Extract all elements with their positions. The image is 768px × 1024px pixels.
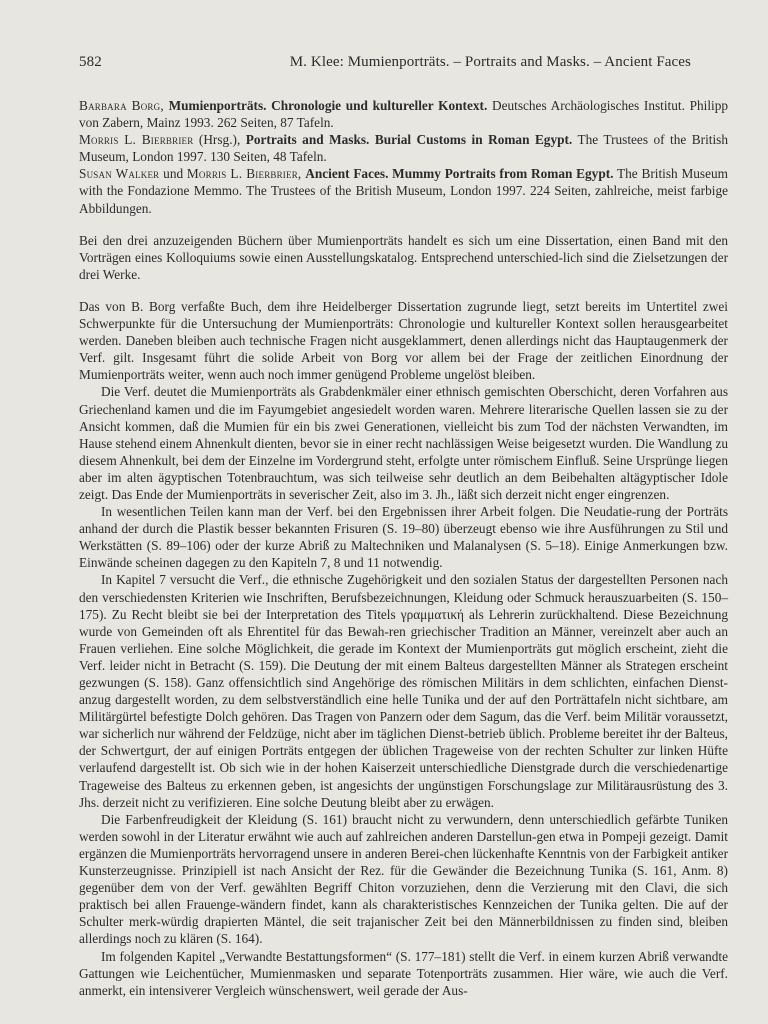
entry-details: The British Museum with the Fondazione Memmo. The Trustees of the British Museum, London 1997. 224 Seiten, zahlreiche, meist farbige Abbildungen. — [79, 166, 728, 216]
body-paragraph: Im folgenden Kapitel „Verwandte Bestattungsformen“ (S. 177–181) stellt die Verf. in einem kurzen Abriß verwandte Gattungen wie Leichentücher, Mumienmasken und separate Totenporträts zusammen. Hier wäre, wie auch die Verf. anmerkt, ein intensiverer Vergleich wünschenswert, weil gerade der Aus- — [79, 948, 728, 998]
body-paragraph: Die Farbenfreudigkeit der Kleidung (S. 161) braucht nicht zu verwundern, denn unterschiedlich gefärbte Tuniken werden sowohl in der Literatur erwähnt wie auch auf zahlreichen anderen Darstellun-gen etwa in Pompeji gezeigt. Damit ergänzen die Mumienporträts hervorragend unsere in anderen Berei-chen lückenhafte Kenntnis von der Farbigkeit antiker Kunsterzeugnisse. Prinzipiell ist nach Ansicht der Rez. für die Gewänder die Bezeichnung Tunika (S. 161, Anm. 8) gegenüber dem von der Verf. gewählten Begriff Chiton vorzuziehen, denn die Verzierung mit den Clavi, die sich praktisch bei allen Frauenge-wändern findet, kann als charakteristisches Kennzeichen der Tunika gelten. Die auf der Schulter merk-würdig drapierten Mäntel, die seit trajanischer Zeit bei den Männerbildnissen zu finden sind, bleiben allerdings noch zu klären (S. 164). — [79, 811, 728, 947]
entry-title: Mumienporträts. Chronologie und kultureller Kontext. — [168, 98, 488, 113]
intro-paragraph: Bei den drei anzuzeigenden Büchern über Mumienporträts handelt es sich um eine Dissertation, einen Band mit den Vorträgen eines Kolloquiums sowie einen Ausstellungskatalog. Entsprechend unterschied-lich sind die Zielsetzungen der drei Werke. — [79, 232, 728, 282]
entry-author: Susan Walker — [79, 166, 160, 182]
spacer — [79, 217, 728, 232]
spacer — [79, 283, 728, 298]
entry-details: Deutsches Archäologisches Institut. Philipp von Zabern, Mainz 1993. 262 Seiten, 87 Tafeln. — [79, 98, 729, 131]
bibliography-entry — [79, 97, 728, 131]
entry-author: Barbara Borg, — [79, 98, 164, 113]
bibliography-entry — [79, 165, 728, 216]
page-number: 582 — [79, 54, 102, 70]
entry-author-suffix: (Hrsg.), — [198, 132, 241, 148]
body-paragraph: Die Verf. deutet die Mumienporträts als Grabdenkmäler einer ethnisch gemischten Oberschicht, deren Vorfahren aus Griechenland kamen und die im Fayumgebiet angesiedelt worden waren. Mehrere literarische Quellen lassen sie zu der Ansicht kommen, daß die Mumien für ein bis zwei Generationen, vielleicht bis zum Tod der nächsten Verwandten, im Hause stehend einem Ahnenkult dienten, bevor sie in einer recht nachlässigen Weise beigesetzt wurden. Die Wandlung zu diesem Ahnenkult, bei dem der Einzelne im Vordergrund steht, erfolgte unter römischem Einfluß. Seine Ursprünge liegen aber im alten ägyptischen Totenbrauchtum, was sich teilweise sehr deutlich an dem Beibehalten altägyptischer Idole zeigt. Das Ende der Mumienporträts in severischer Zeit, also im 3. Jh., läßt sich derzeit nicht enger eingrenzen. — [79, 384, 728, 502]
running-title: M. Klee: Mumienporträts. – Portraits and Masks. – Ancient Faces — [289, 54, 691, 70]
body-paragraph: In wesentlichen Teilen kann man der Verf. bei den Ergebnissen ihrer Arbeit folgen. Die Neudatie-rung der Porträts anhand der durch die Plastik besser bekannten Frisuren (S. 19–80) überzeugt ebenso wie ihre Ausführungen zu Stil und Werkstätten (S. 89–106) oder der kurze Abriß zu Maltechniken und Malanalysen (S. 5–18). Einige Anmerkungen bzw. Einwände scheinen dagegen zu den Kapiteln 7, 8 und 11 notwendig. — [79, 504, 728, 571]
body-paragraph: Das von B. Borg verfaßte Buch, dem ihre Heidelberger Dissertation zugrunde liegt, setzt bereits im Untertitel zwei Schwerpunkte für die Untersuchung der Mumienporträts: Chronologie und kultureller Kontext sollen herausgearbeitet werden. Daneben bleiben auch technische Fragen nicht ausgeklammert, denen allerdings nicht das Hauptaugenmerk der Verf. gilt. Insgesamt führt die solide Arbeit von Borg vor allem bei der Frage der zeitlichen Einordnung der Mumienporträts weiter, wenn auch noch immer genügend Probleme ungelöst bleiben. — [79, 298, 728, 383]
entry-author: Morris L. Bierbrier — [79, 132, 194, 148]
entry-details: The Trustees of the British Museum, London 1997. 130 Seiten, 48 Tafeln. — [79, 132, 728, 165]
body-paragraph: In Kapitel 7 versucht die Verf., die ethnische Zugehörigkeit und den sozialen Status der dargestellten Personen nach den verschiedensten Kriterien wie Inschriften, Berufsbezeichnungen, Kleidung oder Schmuck herauszuarbeiten (S. 150–175). Zu Recht bleibt sie bei der Interpretation des Titels γραμματική als Lehrerin zurückhaltend. Diese Bezeichnung wurde von Gemeinden oft als Ehrentitel für das Bewah-ren griechischer Tradition an Männer, vereinzelt aber auch an Frauen verliehen. Eine solche Möglichkeit, die gerade im Kontext der Mumienporträts gut möglich erscheint, zieht die Verf. leider nicht in Betracht (S. 159). Die Deutung der mit einem Balteus dargestellten Männer als Strategen erscheint gezwungen (S. 158). Ganz offensichtlich sind Angehörige des römischen Militärs in dem schlichten, einfachen Dienst-anzug dargestellt worden, zu dem selbstverständlich eine helle Tunika und der auf den Porträttafeln nicht sichtbare, am Militärgürtel befestigte Dolch gehören. Das Tragen von Panzern oder dem Sagum, das die Verf. beim Militär voraussetzt, war sicherlich nur während der Feldzüge, nicht aber im täglichen Dienst-betrieb üblich. Probleme bereitet ihr der Balteus, der Schwertgurt, der auf einigen Porträts entgegen der üblichen Trageweise von der rechten Schulter zur linken Hüfte verlaufend dargestellt ist. Ob sich wie in der hohen Kaiserzeit unterschiedliche Dienstgrade durch die verschiedenartige Trageweise des Balteus zu erkennen geben, ist angesichts der ungünstigen Forschungslage zur Militärausrüstung des 3. Jhs. derzeit nicht zu verifizieren. Eine solche Deutung bleibt aber zu erwägen. — [79, 572, 728, 810]
entry-title: Portraits and Masks. Burial Customs in Roman Egypt. — [245, 132, 573, 148]
entry-title: Ancient Faces. Mummy Portraits from Roman Egypt. — [305, 166, 614, 182]
bibliography-list — [79, 97, 728, 217]
article-body — [79, 97, 728, 999]
bibliography-entry — [79, 131, 728, 165]
entry-author-2: Morris L. Bierbrier, — [186, 166, 302, 182]
entry-connector: und — [163, 166, 184, 182]
